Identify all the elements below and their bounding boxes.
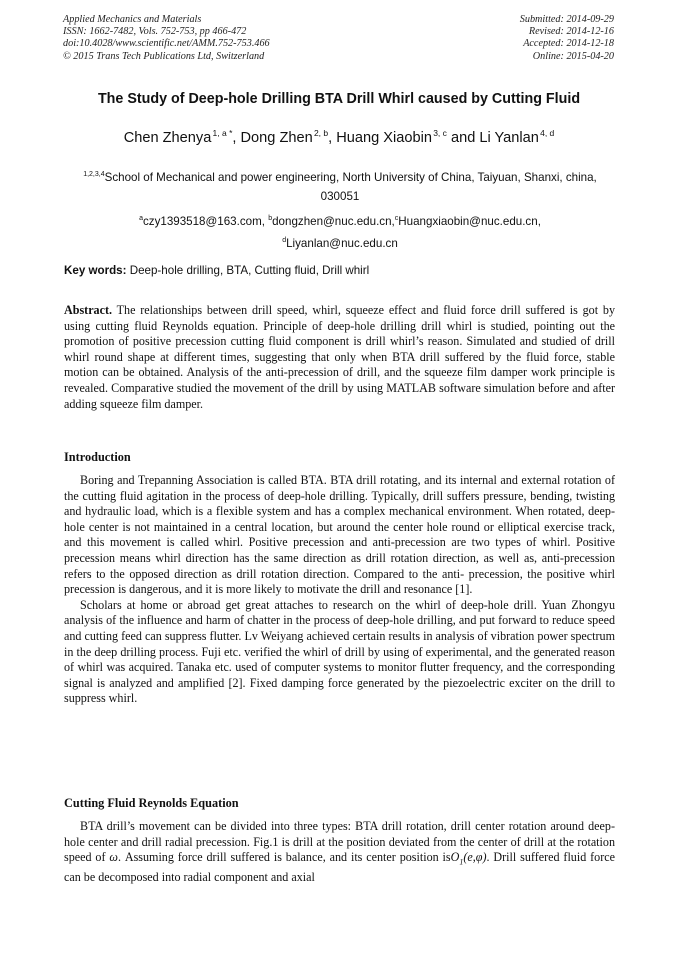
abstract [64, 303, 615, 412]
date-submitted: Submitted: 2014-09-29 [519, 14, 614, 25]
email-address: czy1393518@163.com [142, 215, 262, 228]
email-address: dongzhen@nuc.edu.cn [272, 215, 392, 228]
author-name: Chen Zhenya [123, 130, 212, 146]
email-mark: a [139, 215, 143, 222]
abstract-text: The relationships between drill speed, whirl, squeeze effect and fluid force drill suffered is got by using cutting fluid Reynolds equation. Principle of deep-hole drilling drill whirl is studied, pointing out the promotion of positive precession cutting fluid component is drill whirl’s reason. Simulated and studied of drill whirl round shape at different times, suggesting that only when BTA drill suffered by the fluid force, stable motion can be obtained. Analysis of the anti-precession of drill, and the squeeze film damper work principle is revealed. Comparative studied the movement of the drill by using MATLAB software simulation before and after adding squeeze film damper. [64, 303, 615, 411]
keywords-label: Key words: [64, 264, 127, 277]
author-list [0, 128, 678, 146]
author-name: Li Yanlan [479, 130, 539, 146]
email-mark: d [282, 237, 287, 244]
author-affil-mark: 3, c [433, 128, 447, 138]
paragraph: BTA drill’s movement can be divided into three types: BTA drill rotation, drill center rotation around deep-hole center and drill radial precession. Fig.1 is drill at the position deviated from the center of drill at the rotation speed of ω. Assuming force drill suffered is balance, and its center position isO$_1$(e,φ). Drill suffered fluid force can be decomposed into radial component and axial [64, 819, 615, 885]
author-name: Huang Xiaobin [336, 130, 432, 146]
journal-issn: ISSN: 1662-7482, Vols. 752-753, pp 466-472 [63, 26, 247, 38]
paragraph: Boring and Trepanning Association is called BTA. BTA drill rotating, and its internal and external rotation of the cutting fluid agitation in the process of deep-hole drilling. Typically, drill suffers pressure, bending, twisting and hydraulic load, which is a flexible system and has a complex mechanical environment. When rotated, deep-hole center is not maintained in a central location, but around the center hole round or elliptical exercise track, and this movement is called whirl. Positive precession and anti-precession are two types of whirl. Positive precession means whirl direction has the same direction as drill rotation direction, as well as, anti-precession refers to the opposed direction as drill rotation direction. Compared to the anti- precession, the positive whirl precession is dangerous, and it is more likely to motivate the drill and resonance [1]. [64, 473, 615, 597]
email-mark: b [268, 215, 273, 222]
author-emails: $^a$czy1393518@163.com, $^b$dongzhen@nuc.edu.cn,$^c$Huangxiaobin@nuc.edu.cn, $^d$Liyanlan@nuc.edu.cn [139, 215, 541, 250]
keywords [64, 264, 616, 277]
date-revised: Revised: 2014-12-16 [528, 26, 614, 38]
section-heading-introduction: Introduction [64, 450, 131, 464]
affiliation-text: School of Mechanical and power engineering, North University of China, Taiyuan, Shanxi, china, 030051 [104, 171, 597, 203]
author-name: Dong Zhen [240, 130, 313, 146]
author-separator: , [232, 130, 241, 146]
author-separator: and [446, 130, 480, 146]
date-accepted: Accepted: 2014-12-18 [523, 38, 614, 50]
email-address: Liyanlan@nuc.edu.cn [286, 237, 398, 250]
journal-doi: doi:10.4028/www.scientific.net/AMM.752-753.466 [63, 38, 270, 50]
paragraph: Scholars at home or abroad get great attaches to research on the whirl of deep-hole drill. Yuan Zhongyu analysis of the influence and harm of chatter in the process of deep-hole drilling, and put forward to reduce speed and cutting feed can suppress flutter. Lv Weiyang achieved certain results in analysis of vibration power spectrum in the deep drilling process. Fuji etc. verified the whirl of drill by using of experimental, and the generated reason of whirl was acquired. Tanaka etc. used of computer systems to monitor flutter frequency, and the corresponding signal is analyzed and amplified [2]. Fixed damping force generated by the piezoelectric exciter on the drill to suppress whirl. [64, 597, 615, 706]
reynolds-body [64, 819, 615, 886]
author-affil-mark: 1, a * [212, 128, 233, 138]
journal-info [63, 14, 270, 63]
author-affil-mark: 4, d [540, 128, 555, 138]
keywords-text: Deep-hole drilling, BTA, Cutting fluid, Drill whirl [126, 264, 370, 277]
section-heading-reynolds: Cutting Fluid Reynolds Equation [64, 796, 239, 810]
omega-symbol: ω [109, 850, 118, 865]
date-online: Online: 2015-04-20 [532, 50, 614, 62]
introduction-body [64, 473, 615, 707]
submission-dates [520, 14, 614, 63]
author-affil-mark: 2, b [313, 128, 329, 138]
email-mark: c [394, 215, 399, 222]
center-position-symbol: $O_1(e,\varphi)$ [450, 850, 487, 867]
journal-name: Applied Mechanics and Materials [63, 14, 202, 25]
email-address: Huangxiaobin@nuc.edu.cn [398, 215, 538, 228]
abstract-label: Abstract. [64, 303, 113, 317]
author-separator: , [328, 130, 337, 146]
paper-title: The Study of Deep-hole Drilling BTA Drill Whirl caused by Cutting Fluid [97, 91, 581, 107]
affiliation [70, 165, 610, 206]
affiliation-mark: 1,2,3,4 [83, 171, 105, 178]
journal-copyright: © 2015 Trans Tech Publications Ltd, Switzerland [63, 50, 265, 62]
